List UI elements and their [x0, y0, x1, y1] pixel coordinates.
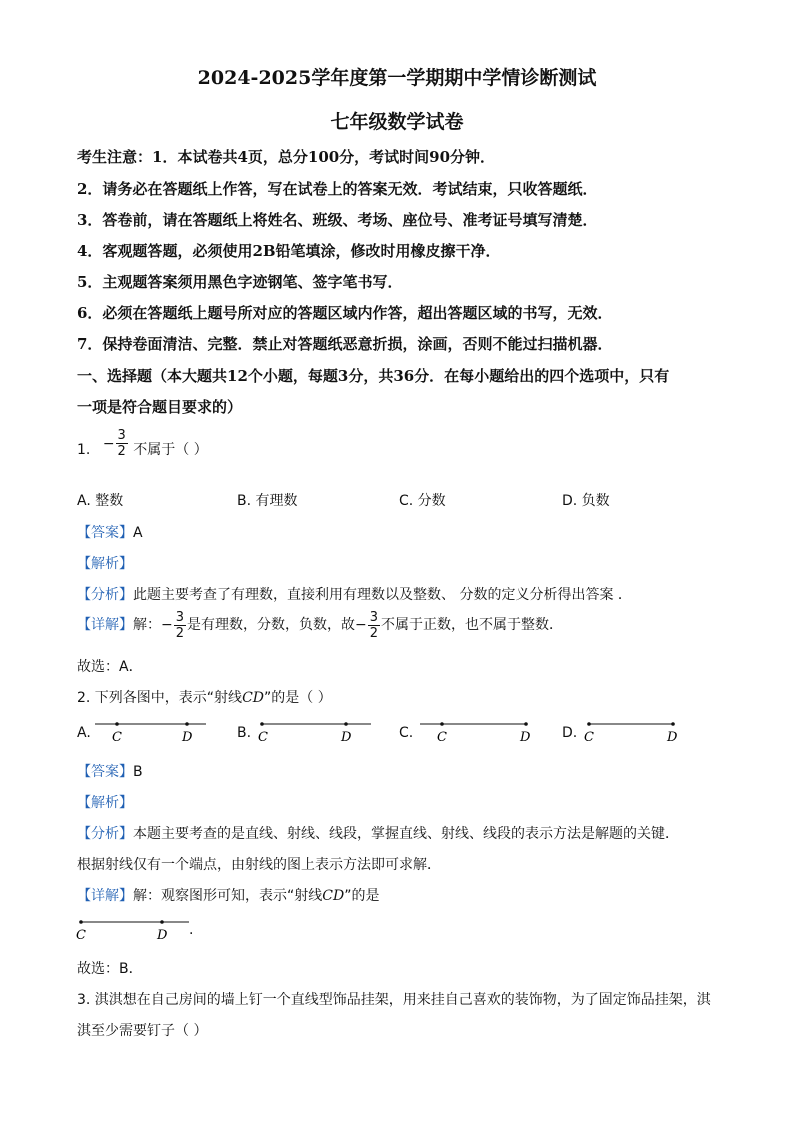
- q1-number: 1.: [77, 442, 91, 458]
- point-c-label: C: [76, 928, 86, 942]
- q2-analysis-tag: 【解析】: [77, 795, 133, 811]
- q2-option-a-label: A.: [77, 725, 91, 741]
- point-c-label: C: [258, 730, 268, 744]
- q3-stem-line2: 淇至少需要钉子（ ）: [77, 1023, 208, 1039]
- q2-stem: 2. 下列各图中，表示“射线CD”的是（ ）: [77, 690, 332, 706]
- q3-stem-line1: 3. 淇淇想在自己房间的墙上钉一个直线型饰品挂架，用来挂自己喜欢的装饰物，为了固定饰品挂架，淇: [77, 992, 711, 1008]
- q1-stem: [77, 428, 208, 459]
- section-heading-line1: 一、选择题（本大题共12个小题，每题3分，共36分．在每小题给出的四个选项中，只有: [77, 367, 670, 385]
- point-c-label: C: [437, 730, 447, 744]
- q1-stem-text: 不属于（ ）: [133, 442, 208, 458]
- q1-fenxi: [77, 584, 632, 604]
- fenxi-text: 本题主要考查的是直线、射线、线段，掌握直线、射线、线段的表示方法是解题的关键．: [133, 826, 679, 842]
- q2-option-d-label: D.: [562, 725, 578, 741]
- detail-tag: 【详解】: [77, 888, 133, 904]
- detail-tag: 【详解】: [77, 617, 133, 633]
- fenxi-tag: 【分析】: [77, 587, 133, 603]
- q1-sign: −: [102, 435, 115, 452]
- note-4: 4．客观题答题，必须使用2B铅笔填涂，修改时用橡皮擦干净．: [77, 242, 501, 260]
- q1-answer: [77, 522, 143, 542]
- q2-answer: [77, 761, 143, 781]
- exam-title: 2024-2025学年度第一学期期中学情诊断测试: [197, 67, 597, 89]
- point-d-label: D: [520, 730, 531, 744]
- answer-tag: 【答案】: [77, 764, 133, 780]
- answer-tag: 【答案】: [77, 525, 133, 541]
- q2-option-b-label: B.: [237, 725, 252, 741]
- exam-subtitle: 七年级数学试卷: [330, 111, 464, 133]
- note-7: 7．保持卷面清洁、完整．禁止对答题纸恶意折损，涂画，否则不能过扫描机器．: [77, 335, 613, 353]
- answer-value: B: [133, 764, 143, 780]
- point-c-label: C: [112, 730, 122, 744]
- note-1: 考生注意：1．本试卷共4页，总分100分，考试时间90分钟．: [77, 148, 496, 166]
- point-c-label: C: [584, 730, 594, 744]
- answer-value: A: [133, 525, 143, 541]
- q1-option-c: C. 分数: [399, 493, 446, 509]
- q1-choose: 故选：A．: [77, 659, 143, 675]
- fenxi-tag: 【分析】: [77, 826, 133, 842]
- q2-fenxi-2: 根据射线仅有一个端点，由射线的图上表示方法即可求解．: [77, 857, 441, 873]
- q2-figure-d: [581, 716, 691, 744]
- q1-option-d: D. 负数: [562, 493, 610, 509]
- note-5: 5．主观题答案须用黑色字迹钢笔、签字笔书写．: [77, 273, 403, 291]
- q2-fenxi: [77, 823, 679, 843]
- detail-fraction-2: $\frac{3}{2}$: [369, 610, 379, 641]
- q2-detail-figure: [73, 912, 203, 942]
- q2-figure-c: [418, 716, 538, 744]
- q1-analysis-tag: 【解析】: [77, 556, 133, 572]
- point-d-label: D: [157, 928, 168, 942]
- note-6: 6．必须在答题纸上题号所对应的答题区域内作答，超出答题区域的书写，无效．: [77, 304, 613, 322]
- q2-detail: 【详解】解：观察图形可知，表示“射线CD”的是: [77, 888, 380, 904]
- q1-option-a: A. 整数: [77, 493, 124, 509]
- q2-choose: 故选：B．: [77, 961, 143, 977]
- detail-fraction-1: $\frac{3}{2}$: [175, 610, 185, 641]
- note-2: 2．请务必在答题纸上作答，写在试卷上的答案无效．考试结束，只收答题纸．: [77, 180, 598, 198]
- section-heading-line2: 一项是符合题目要求的）: [77, 398, 243, 416]
- q2-option-c-label: C.: [399, 725, 414, 741]
- q2-figure-a: [92, 716, 212, 744]
- q2-detail-period: .: [189, 922, 194, 938]
- point-d-label: D: [667, 730, 678, 744]
- q1-option-b: B. 有理数: [237, 493, 298, 509]
- q2-figure-b: [256, 716, 376, 744]
- q1-detail: 【详解】解：− $\frac{3}{2}$ 是有理数，分数，负数，故− $\frac{3}{2}$ 不属于正数，也不属于整数．: [77, 610, 564, 641]
- point-d-label: D: [182, 730, 193, 744]
- note-3: 3．答卷前，请在答题纸上将姓名、班级、考场、座位号、准考证号填写清楚．: [77, 211, 598, 229]
- point-d-label: D: [341, 730, 352, 744]
- fenxi-text: 此题主要考查了有理数，直接利用有理数以及整数、 分数的定义分析得出答案 ．: [133, 587, 632, 603]
- q1-fraction: $\frac{3}{2}$: [117, 428, 126, 459]
